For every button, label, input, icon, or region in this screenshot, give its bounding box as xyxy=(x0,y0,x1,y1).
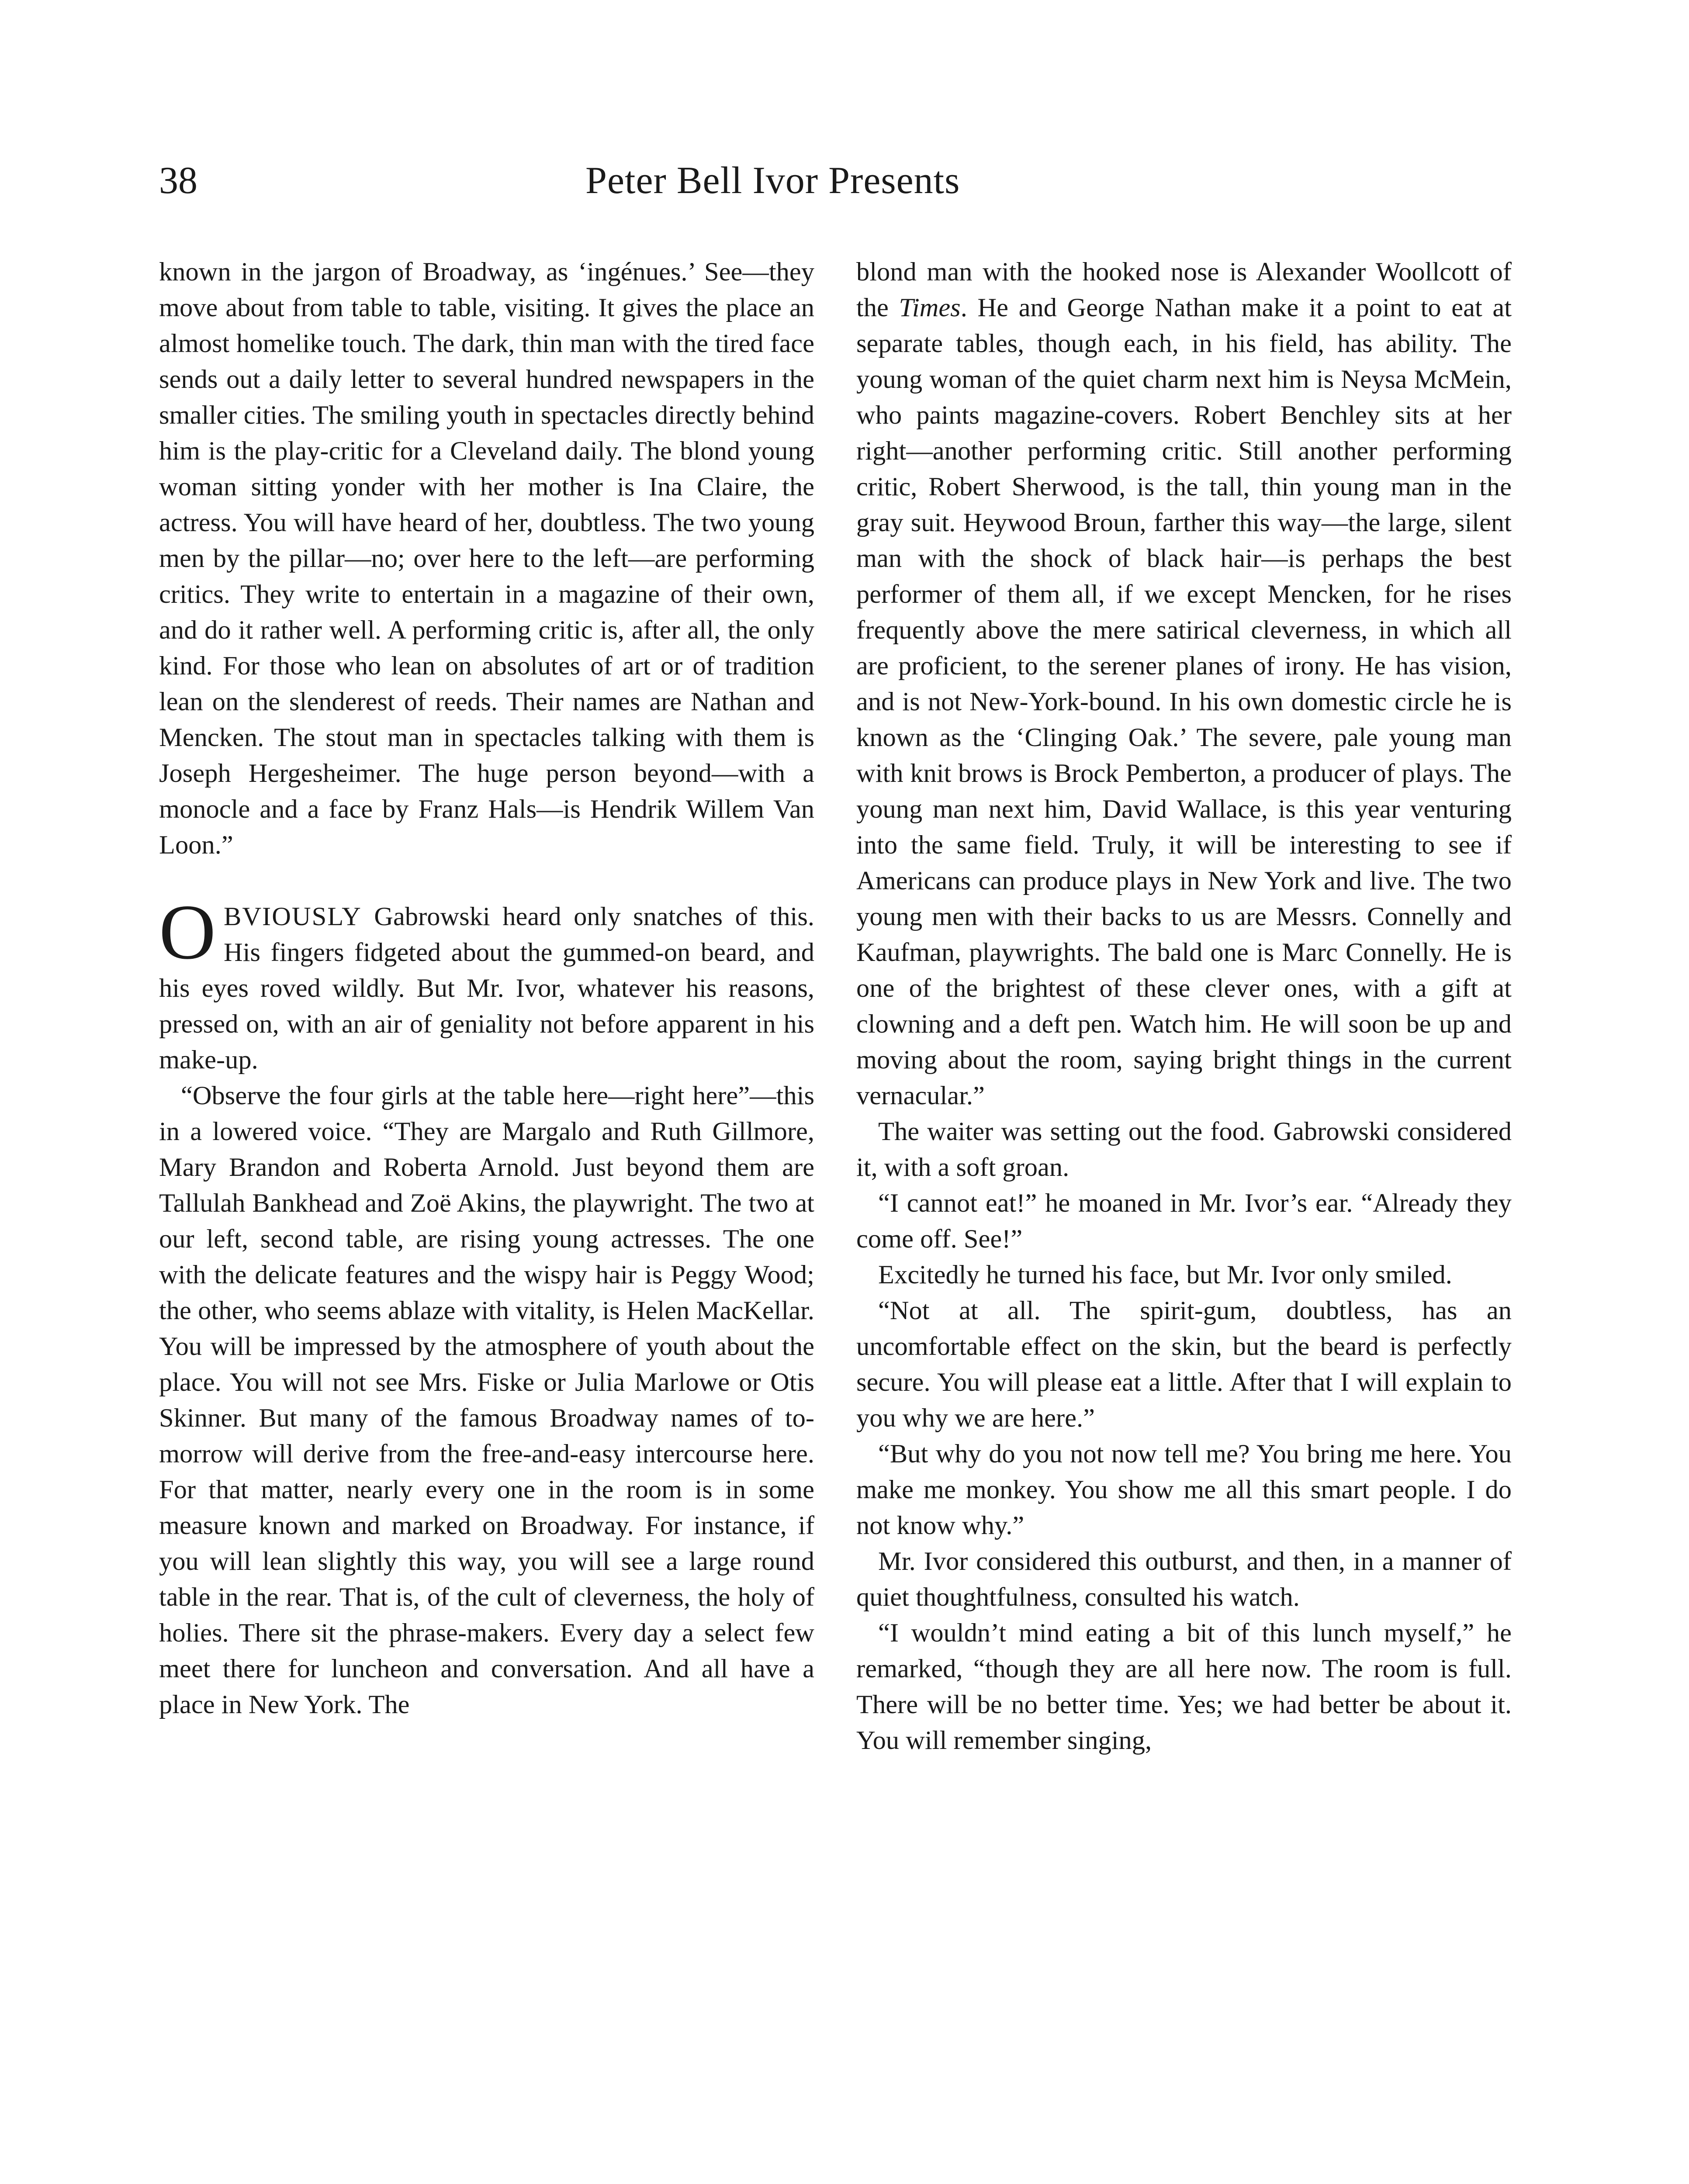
drop-cap: O xyxy=(159,888,216,975)
right-paragraph-7: Mr. Ivor considered this outburst, and then, in a manner of quiet thoughtfulness, consulted his watch. xyxy=(856,1547,1512,1612)
left-paragraph-2 xyxy=(159,888,814,1078)
left-column xyxy=(159,254,814,1723)
right-paragraph-3: “I cannot eat!” he moaned in Mr. Ivor’s ear. “Already they come off. See!” xyxy=(856,1189,1512,1254)
right-paragraph-2: The waiter was setting out the food. Gabrowski considered it, with a soft groan. xyxy=(856,1117,1512,1182)
left-paragraph-2-text: Gabrowski heard only snatches of this. His fingers fidgeted about the gummed-on beard, and his eyes roved wildly. But Mr. Ivor, whatever his reasons, pressed on, with an air of geniality not before apparent in his make-up. xyxy=(159,902,814,1075)
right-paragraph-1-end: . He and George Nathan make it a point to eat at separate tables, though each, in his field, has ability. The young woman of the quiet charm next him is Neysa McMein, who paints magazine-covers. Robert Benchley sits at her right—another performing critic. Still another performing critic, Robert Sherwood, is the tall, thin young man in the gray suit. Heywood Broun, farther this way—the large, silent man with the shock of black hair—is perhaps the best performer of them all, if we except Mencken, for he rises frequently above the mere satirical cleverness, in which all are proficient, to the serener planes of irony. He has vision, and is not New-York-bound. In his own domestic circle he is known as the ‘Clinging Oak.’ The severe, pale young man with knit brows is Brock Pemberton, a producer of plays. The young man next him, David Wallace, is this year venturing into the same field. Truly, it will be interesting to see if Americans can produce plays in New York and live. The two young men with their backs to us are Messrs. Connelly and Kaufman, playwrights. The bald one is Marc Connelly. He is one of the brightest of these clever ones, with a gift at clowning and a deft pen. Watch him. He will soon be up and moving about the room, saying bright things in the current vernacular.” xyxy=(856,293,1512,1110)
left-paragraph-1: known in the jargon of Broadway, as ‘ingénues.’ See—they move about from table to table, visiting. It gives the place an almost homelike touch. The dark, thin man with the tired face sends out a daily letter to several hundred newspapers in the smaller cities. The smiling youth in spectacles directly behind him is the play-critic for a Cleveland daily. The blond young woman sitting yonder with her mother is Ina Claire, the actress. You will have heard of her, doubtless. The two young men by the pillar—no; over here to the left—are performing critics. They write to entertain in a magazine of their own, and do it rather well. A performing critic is, after all, the only kind. For those who lean on absolutes of art or of tradition lean on the slenderest of reeds. Their names are Nathan and Mencken. The stout man in spectacles talking with them is Joseph Hergesheimer. The huge person beyond—with a monocle and a face by Franz Hals—is Hendrik Willem Van Loon.” xyxy=(159,257,814,860)
page-number: 38 xyxy=(159,159,197,202)
right-paragraph-8: “I wouldn’t mind eating a bit of this lunch myself,” he remarked, “though they are all here now. The room is full. There will be no better time. Yes; we had better be about it. You will remember singing, xyxy=(856,1618,1512,1755)
right-paragraph-4: Excitedly he turned his face, but Mr. Ivor only smiled. xyxy=(878,1260,1452,1289)
small-caps-lead: BVIOUSLY xyxy=(224,902,362,931)
right-column xyxy=(856,254,1512,1759)
right-paragraph-1-start: blond man with the hooked nose is Alexander Woollcott of the xyxy=(856,257,1512,322)
right-paragraph-5: “Not at all. The spirit-gum, doubtless, has an uncomfortable effect on the skin, but the beard is perfectly secure. You will please eat a little. After that I will explain to you why we are here.” xyxy=(856,1296,1512,1433)
newspaper-title: Times xyxy=(899,293,961,322)
right-paragraph-1 xyxy=(856,254,1512,1114)
right-paragraph-6: “But why do you not now tell me? You bring me here. You make me monkey. You show me all this smart people. I do not know why.” xyxy=(856,1439,1512,1540)
left-paragraph-3: “Observe the four girls at the table here—right here”—this in a lowered voice. “They are Margalo and Ruth Gillmore, Mary Brandon and Roberta Arnold. Just beyond them are Tallulah Bankhead and Zoë Akins, the playwright. The two at our left, second table, are rising young actresses. The one with the delicate features and the wispy hair is Peggy Wood; the other, who seems ablaze with vitality, is Helen MacKellar. You will be impressed by the atmosphere of youth about the place. You will not see Mrs. Fiske or Julia Marlowe or Otis Skinner. But many of the famous Broadway names of to-morrow will derive from the free-and-easy intercourse here. For that matter, nearly every one in the room is in some measure known and marked on Broadway. For instance, if you will lean slightly this way, you will see a large round table in the rear. That is, of the cult of cleverness, the holy of holies. There sit the phrase-makers. Every day a select few meet there for luncheon and conversation. And all have a place in New York. The xyxy=(159,1081,814,1719)
running-title: Peter Bell Ivor Presents xyxy=(585,159,960,202)
